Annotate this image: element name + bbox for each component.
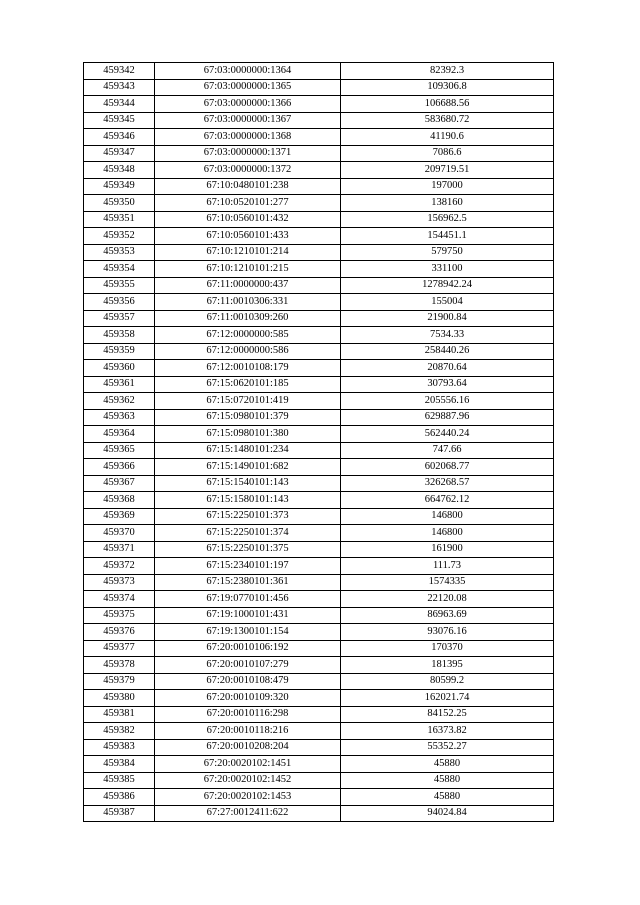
cadastral-number-cell: 67:20:0010208:204 (155, 739, 341, 756)
table-row (84, 739, 554, 756)
table-row (84, 409, 554, 426)
table-row (84, 690, 554, 707)
value-cell: 21900.84 (341, 310, 554, 327)
table-row (84, 459, 554, 476)
cadastral-number-cell: 67:03:0000000:1371 (155, 145, 341, 162)
value-cell: 205556.16 (341, 393, 554, 410)
value-cell: 579750 (341, 244, 554, 261)
cadastral-number-cell: 67:20:0010116:298 (155, 706, 341, 723)
row-number-cell: 459379 (84, 673, 155, 690)
table-row (84, 310, 554, 327)
row-number-cell: 459356 (84, 294, 155, 311)
value-cell: 94024.84 (341, 805, 554, 822)
row-number-cell: 459346 (84, 129, 155, 146)
cadastral-number-cell: 67:20:0020102:1453 (155, 789, 341, 806)
row-number-cell: 459368 (84, 492, 155, 509)
table-row (84, 244, 554, 261)
cadastral-number-cell: 67:15:2250101:375 (155, 541, 341, 558)
value-cell: 146800 (341, 525, 554, 542)
value-cell: 326268.57 (341, 475, 554, 492)
row-number-cell: 459365 (84, 442, 155, 459)
table-row (84, 211, 554, 228)
cadastral-number-cell: 67:03:0000000:1364 (155, 63, 341, 80)
row-number-cell: 459342 (84, 63, 155, 80)
cadastral-number-cell: 67:15:2380101:361 (155, 574, 341, 591)
value-cell: 84152.25 (341, 706, 554, 723)
table-row (84, 492, 554, 509)
cadastral-number-cell: 67:15:1580101:143 (155, 492, 341, 509)
value-cell: 583680.72 (341, 112, 554, 129)
table-row (84, 723, 554, 740)
cadastral-number-cell: 67:12:0010108:179 (155, 360, 341, 377)
row-number-cell: 459387 (84, 805, 155, 822)
cadastral-number-cell: 67:10:0520101:277 (155, 195, 341, 212)
cadastral-number-cell: 67:15:1480101:234 (155, 442, 341, 459)
cadastral-number-cell: 67:10:1210101:215 (155, 261, 341, 278)
row-number-cell: 459385 (84, 772, 155, 789)
table-row (84, 706, 554, 723)
value-cell: 45880 (341, 756, 554, 773)
cadastral-number-cell: 67:11:0010309:260 (155, 310, 341, 327)
value-cell: 20870.64 (341, 360, 554, 377)
row-number-cell: 459349 (84, 178, 155, 195)
value-cell: 16373.82 (341, 723, 554, 740)
row-number-cell: 459382 (84, 723, 155, 740)
value-cell: 156962.5 (341, 211, 554, 228)
table-row (84, 360, 554, 377)
value-cell: 161900 (341, 541, 554, 558)
table-row (84, 607, 554, 624)
table-row (84, 228, 554, 245)
row-number-cell: 459362 (84, 393, 155, 410)
value-cell: 82392.3 (341, 63, 554, 80)
table-row (84, 640, 554, 657)
row-number-cell: 459355 (84, 277, 155, 294)
value-cell: 197000 (341, 178, 554, 195)
cadastral-number-cell: 67:20:0010118:216 (155, 723, 341, 740)
cadastral-number-cell: 67:20:0020102:1451 (155, 756, 341, 773)
cadastral-number-cell: 67:10:0480101:238 (155, 178, 341, 195)
value-cell: 602068.77 (341, 459, 554, 476)
table-row (84, 376, 554, 393)
cadastral-number-cell: 67:03:0000000:1367 (155, 112, 341, 129)
cadastral-number-cell: 67:15:1490101:682 (155, 459, 341, 476)
table-row (84, 574, 554, 591)
value-cell: 30793.64 (341, 376, 554, 393)
cadastral-number-cell: 67:03:0000000:1372 (155, 162, 341, 179)
value-cell: 80599.2 (341, 673, 554, 690)
row-number-cell: 459344 (84, 96, 155, 113)
cadastral-number-cell: 67:20:0010108:479 (155, 673, 341, 690)
value-cell: 664762.12 (341, 492, 554, 509)
table-row (84, 145, 554, 162)
row-number-cell: 459352 (84, 228, 155, 245)
row-number-cell: 459364 (84, 426, 155, 443)
row-number-cell: 459348 (84, 162, 155, 179)
row-number-cell: 459359 (84, 343, 155, 360)
cadastral-number-cell: 67:15:0980101:380 (155, 426, 341, 443)
value-cell: 154451.1 (341, 228, 554, 245)
table-row (84, 805, 554, 822)
row-number-cell: 459361 (84, 376, 155, 393)
value-cell: 209719.51 (341, 162, 554, 179)
value-cell: 7534.33 (341, 327, 554, 344)
value-cell: 7086.6 (341, 145, 554, 162)
table-row (84, 673, 554, 690)
table-row (84, 591, 554, 608)
cadastral-number-cell: 67:15:2250101:373 (155, 508, 341, 525)
row-number-cell: 459376 (84, 624, 155, 641)
table-row (84, 327, 554, 344)
cadastral-number-cell: 67:19:0770101:456 (155, 591, 341, 608)
row-number-cell: 459383 (84, 739, 155, 756)
table-row (84, 624, 554, 641)
table-row (84, 772, 554, 789)
row-number-cell: 459375 (84, 607, 155, 624)
value-cell: 45880 (341, 772, 554, 789)
table-row (84, 393, 554, 410)
data-table (83, 62, 554, 822)
row-number-cell: 459370 (84, 525, 155, 542)
value-cell: 93076.16 (341, 624, 554, 641)
value-cell: 747.66 (341, 442, 554, 459)
cadastral-number-cell: 67:15:0980101:379 (155, 409, 341, 426)
table-row (84, 261, 554, 278)
cadastral-number-cell: 67:03:0000000:1366 (155, 96, 341, 113)
table-row (84, 277, 554, 294)
table-row (84, 558, 554, 575)
cadastral-number-cell: 67:11:0000000:437 (155, 277, 341, 294)
cadastral-number-cell: 67:20:0010106:192 (155, 640, 341, 657)
table-row (84, 195, 554, 212)
value-cell: 146800 (341, 508, 554, 525)
row-number-cell: 459371 (84, 541, 155, 558)
value-cell: 162021.74 (341, 690, 554, 707)
row-number-cell: 459373 (84, 574, 155, 591)
value-cell: 562440.24 (341, 426, 554, 443)
table-row (84, 343, 554, 360)
table-row (84, 96, 554, 113)
row-number-cell: 459358 (84, 327, 155, 344)
value-cell: 109306.8 (341, 79, 554, 96)
table-row (84, 475, 554, 492)
value-cell: 1574335 (341, 574, 554, 591)
table-row (84, 508, 554, 525)
row-number-cell: 459354 (84, 261, 155, 278)
value-cell: 22120.08 (341, 591, 554, 608)
value-cell: 170370 (341, 640, 554, 657)
value-cell: 45880 (341, 789, 554, 806)
cadastral-number-cell: 67:03:0000000:1368 (155, 129, 341, 146)
row-number-cell: 459377 (84, 640, 155, 657)
table-row (84, 112, 554, 129)
table-row (84, 426, 554, 443)
row-number-cell: 459367 (84, 475, 155, 492)
table-body (84, 63, 554, 822)
cadastral-number-cell: 67:15:1540101:143 (155, 475, 341, 492)
table-row (84, 79, 554, 96)
value-cell: 331100 (341, 261, 554, 278)
row-number-cell: 459351 (84, 211, 155, 228)
row-number-cell: 459343 (84, 79, 155, 96)
row-number-cell: 459378 (84, 657, 155, 674)
cadastral-number-cell: 67:11:0010306:331 (155, 294, 341, 311)
row-number-cell: 459369 (84, 508, 155, 525)
row-number-cell: 459353 (84, 244, 155, 261)
table-row (84, 294, 554, 311)
row-number-cell: 459347 (84, 145, 155, 162)
row-number-cell: 459350 (84, 195, 155, 212)
cadastral-number-cell: 67:15:0620101:185 (155, 376, 341, 393)
row-number-cell: 459372 (84, 558, 155, 575)
cadastral-number-cell: 67:20:0010109:320 (155, 690, 341, 707)
cadastral-number-cell: 67:15:2340101:197 (155, 558, 341, 575)
table-row (84, 129, 554, 146)
value-cell: 155004 (341, 294, 554, 311)
row-number-cell: 459380 (84, 690, 155, 707)
row-number-cell: 459384 (84, 756, 155, 773)
cadastral-number-cell: 67:27:0012411:622 (155, 805, 341, 822)
cadastral-number-cell: 67:10:0560101:432 (155, 211, 341, 228)
row-number-cell: 459357 (84, 310, 155, 327)
value-cell: 1278942.24 (341, 277, 554, 294)
value-cell: 258440.26 (341, 343, 554, 360)
table-row (84, 162, 554, 179)
value-cell: 111.73 (341, 558, 554, 575)
cadastral-number-cell: 67:10:1210101:214 (155, 244, 341, 261)
cadastral-number-cell: 67:15:0720101:419 (155, 393, 341, 410)
cadastral-number-cell: 67:12:0000000:585 (155, 327, 341, 344)
row-number-cell: 459345 (84, 112, 155, 129)
value-cell: 106688.56 (341, 96, 554, 113)
cadastral-number-cell: 67:10:0560101:433 (155, 228, 341, 245)
value-cell: 86963.69 (341, 607, 554, 624)
row-number-cell: 459381 (84, 706, 155, 723)
cadastral-number-cell: 67:12:0000000:586 (155, 343, 341, 360)
table-row (84, 657, 554, 674)
cadastral-number-cell: 67:15:2250101:374 (155, 525, 341, 542)
value-cell: 629887.96 (341, 409, 554, 426)
table-row (84, 756, 554, 773)
value-cell: 55352.27 (341, 739, 554, 756)
row-number-cell: 459366 (84, 459, 155, 476)
cadastral-number-cell: 67:20:0020102:1452 (155, 772, 341, 789)
table-row (84, 178, 554, 195)
row-number-cell: 459386 (84, 789, 155, 806)
value-cell: 41190.6 (341, 129, 554, 146)
value-cell: 181395 (341, 657, 554, 674)
value-cell: 138160 (341, 195, 554, 212)
cadastral-number-cell: 67:20:0010107:279 (155, 657, 341, 674)
cadastral-number-cell: 67:19:1300101:154 (155, 624, 341, 641)
table-row (84, 525, 554, 542)
table-row (84, 789, 554, 806)
table-row (84, 541, 554, 558)
table-row (84, 442, 554, 459)
cadastral-number-cell: 67:19:1000101:431 (155, 607, 341, 624)
row-number-cell: 459374 (84, 591, 155, 608)
row-number-cell: 459363 (84, 409, 155, 426)
row-number-cell: 459360 (84, 360, 155, 377)
table-row (84, 63, 554, 80)
cadastral-number-cell: 67:03:0000000:1365 (155, 79, 341, 96)
